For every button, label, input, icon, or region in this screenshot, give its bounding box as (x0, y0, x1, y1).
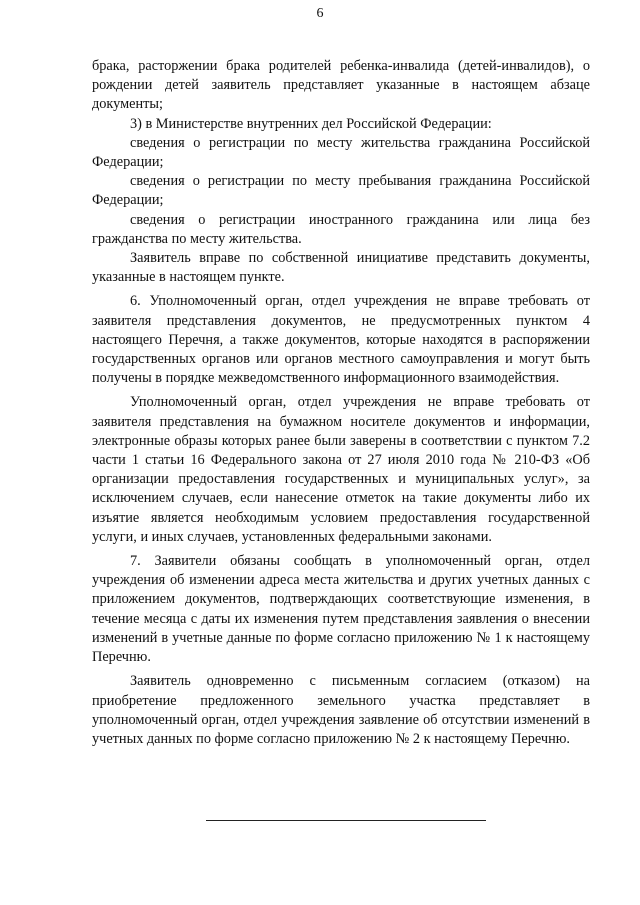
paragraph-item-6: 6. Уполномоченный орган, отдел учреждения не вправе требовать от заявителя представления документов, не предусмотренных пунктом 4 настоящего Перечня, а также документов, которые находятся в распоряжении государственных органов или органов местного самоуправления и могут быть получены в порядке межведомственного информационного взаимодействия. (92, 293, 590, 387)
paragraph-item-7-consent: Заявитель одновременно с письменным согласием (отказом) на приобретение предложенного земельного участка представляет в уполномоченный орган, отдел учреждения заявление об отсутствии изменений в учетных данных по форме согласно приложению № 2 к настоящему Перечню. (92, 673, 590, 747)
end-divider-line (206, 820, 486, 821)
paragraph-item-7: 7. Заявители обязаны сообщать в уполномоченный орган, отдел учреждения об изменении адреса места жительства и других учетных данных с приложением документов, подтверждающих соответствующие изменения, в течение месяца с даты их изменения путем представления заявления о внесении изменений в учетные данные по форме согласно приложению № 1 к настоящему Перечню. (92, 553, 590, 666)
paragraph-residence-registration: сведения о регистрации по месту жительства гражданина Российской Федерации; (92, 134, 590, 171)
paragraph-own-initiative: Заявитель вправе по собственной инициативе представить документы, указанные в настоящем пункте. (92, 250, 590, 286)
paragraph-mvd-heading: 3) в Министерстве внутренних дел Российской Федерации: (130, 115, 492, 132)
page-number: 6 (316, 6, 324, 21)
paragraph-item-6-paper-docs: Уполномоченный орган, отдел учреждения не вправе требовать от заявителя представления на бумажном носителе документов и информации, электронные образы которых ранее были заверены в соответствии с пунктом 7.2 части 1 статьи 16 Федерального закона от 27 июля 2010 года № 210-ФЗ «Об организации предоставления государственных и муниципальных услуг», за исключением случаев, если нанесение отметок на такие документы либо их изъятие является необходимым условием предоставления государственной услуги, и иных случаев, установленных федеральными законами. (92, 394, 590, 545)
paragraph-foreigner-registration: сведения о регистрации иностранного гражданина или лица без гражданства по месту жительства. (92, 211, 590, 247)
paragraph-continuation: брака, расторжении брака родителей ребенка-инвалида (детей-инвалидов), о рождении детей заявитель представляет указанные в настоящем абзаце документы; (92, 58, 590, 113)
document-body (92, 57, 590, 749)
paragraph-stay-registration: сведения о регистрации по месту пребывания гражданина Российской Федерации; (92, 173, 590, 209)
